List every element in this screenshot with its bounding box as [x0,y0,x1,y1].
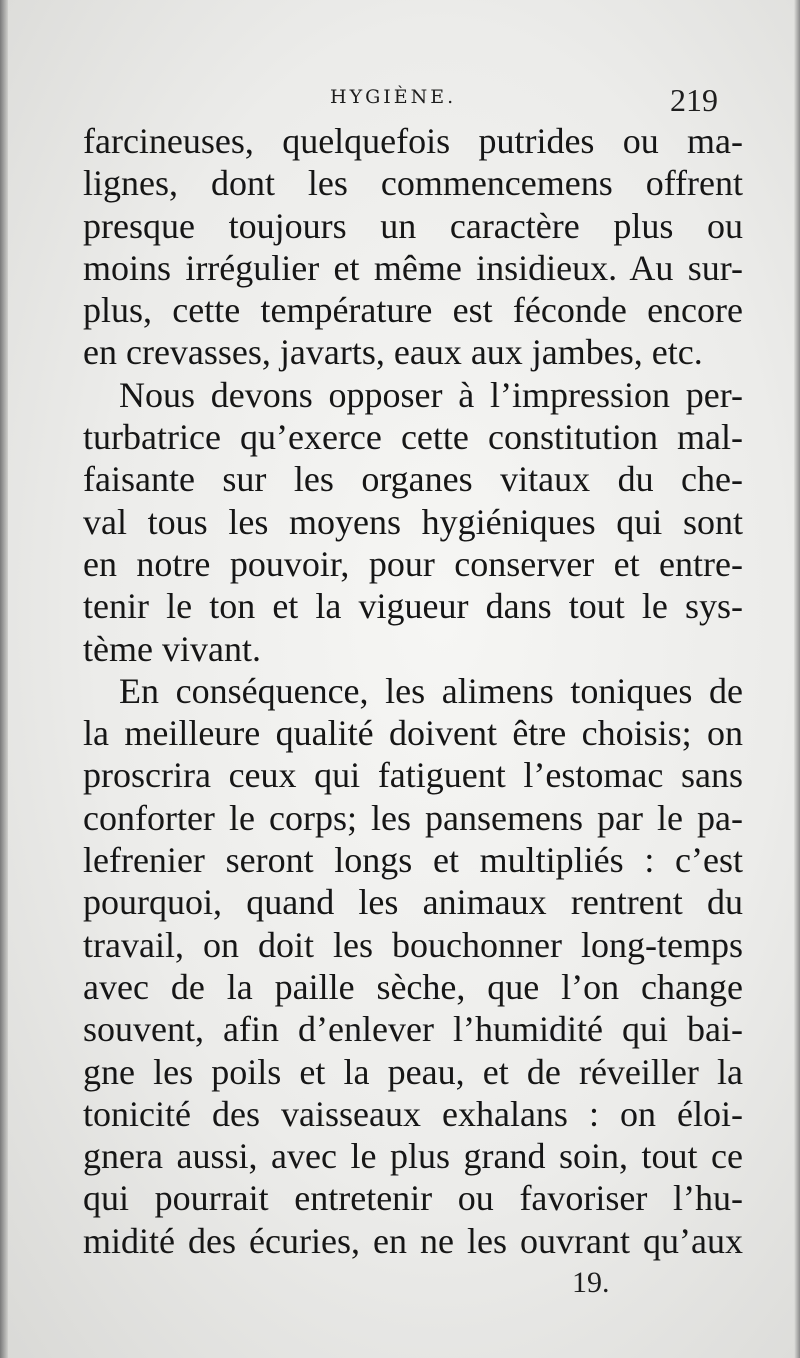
text-line: tonicité des vaisseaux exhalans : on éloi- [83,1093,743,1134]
text-line: faisante sur les organes vitaux du che- [83,459,743,500]
text-line: proscrira ceux qui fatiguent l’estomac sans [83,755,743,796]
text-line: tenir le ton et la vigueur dans tout le sys- [83,586,743,627]
page-number: 219 [670,82,718,118]
page-left-edge-shadow [0,0,8,1358]
text-line: lefrenier seront longs et multipliés : c’est [83,840,743,881]
text-line: lignes, dont les commencemens offrent [83,163,743,204]
text-line: tème vivant. [83,628,261,669]
text-line: pourquoi, quand les animaux rentrent du [83,882,743,923]
paragraph-start-line: Nous devons opposer à l’impression per- [119,374,743,415]
text-line: val tous les moyens hygiéniques qui sont [83,501,743,542]
text-line: farcineuses, quelquefois putrides ou ma- [83,121,743,161]
page-right-edge-shadow [794,0,800,1358]
text-line: plus, cette température est féconde encore [83,290,743,331]
text-line: moins irrégulier et même insidieux. Au sur- [83,247,743,288]
running-head: HYGIÈNE. [330,86,457,108]
text-line: gnera aussi, avec le plus grand soin, tout ce [83,1136,743,1177]
text-line: gne les poils et la peau, et de réveiller la [83,1051,743,1092]
text-line: presque toujours un caractère plus ou [83,205,743,246]
text-line: en notre pouvoir, pour conserver et entre- [83,543,743,584]
text-line: souvent, afin d’enlever l’humidité qui bai- [83,1009,743,1050]
text-line: la meilleure qualité doivent être choisis; on [83,713,743,754]
text-line: en crevasses, javarts, eaux aux jambes, etc. [83,332,703,373]
text-line: avec de la paille sèche, que l’on change [83,966,743,1007]
paragraph-start-line: En conséquence, les alimens toniques de [119,670,743,711]
text-line: midité des écuries, en ne les ouvrant qu’aux [83,1220,743,1261]
text-line: conforter le corps; les pansemens par le pa- [83,797,743,838]
signature-mark: 19. [572,1266,610,1299]
text-line: turbatrice qu’exerce cette constitution mal- [83,417,743,458]
body-text [83,120,743,1262]
text-line: qui pourrait entretenir ou favoriser l’hu- [83,1178,743,1219]
text-line: travail, on doit les bouchonner long-temps [83,924,743,965]
